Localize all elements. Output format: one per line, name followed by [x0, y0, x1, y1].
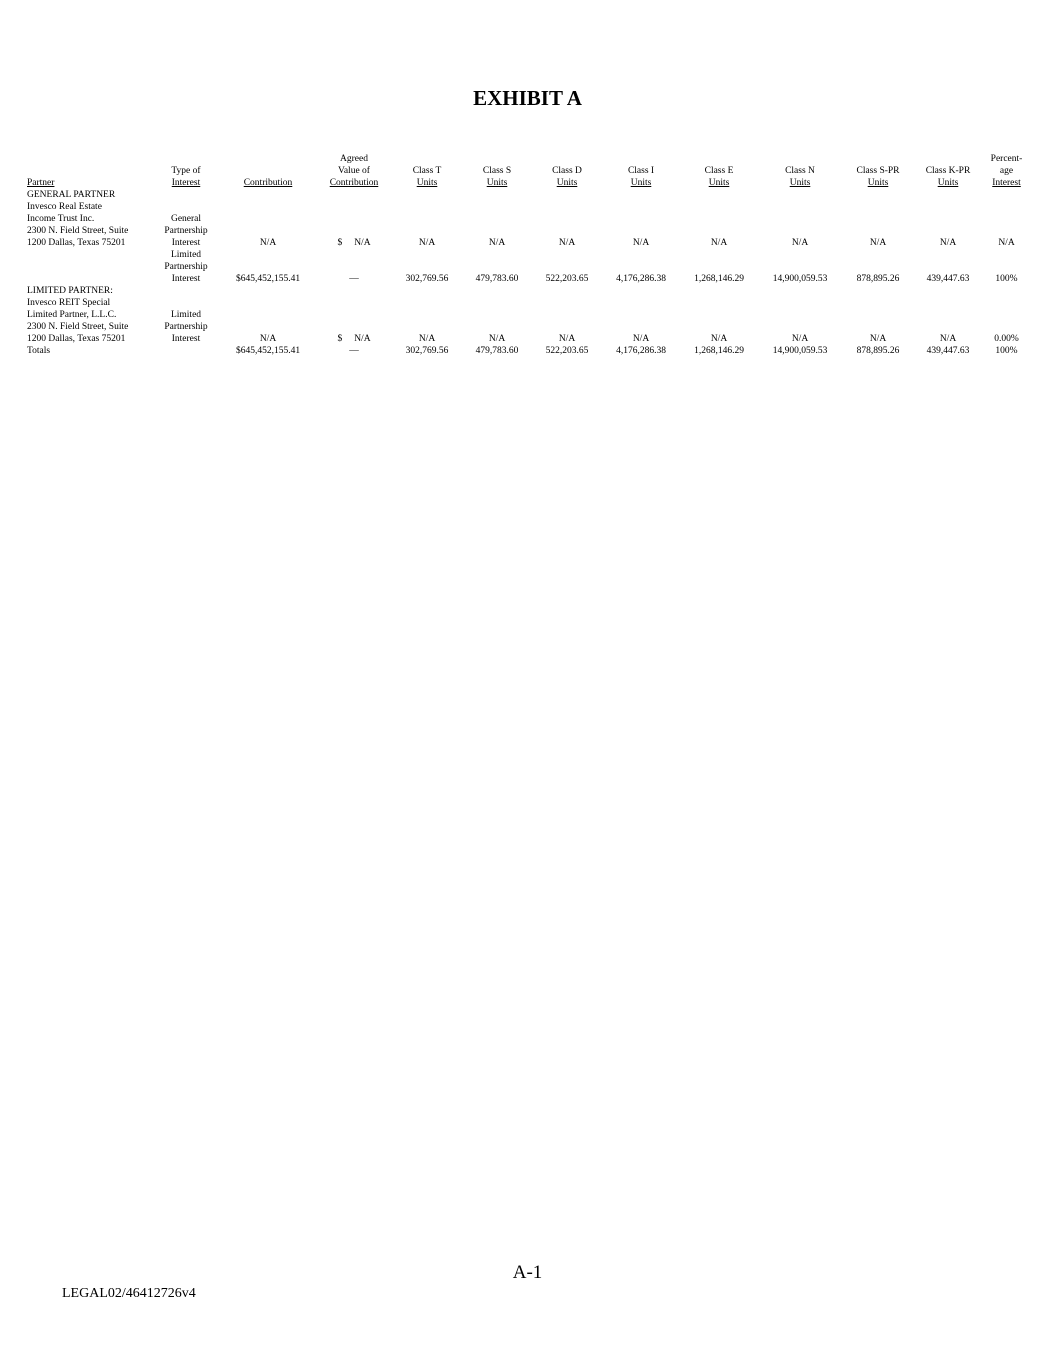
- class-i-cell: 4,176,286.38: [616, 346, 666, 356]
- header-class-d-units: Class D Units: [552, 166, 582, 188]
- class-e-cell: 1,268,146.29: [694, 346, 744, 356]
- class-s-cell: 479,783.60: [475, 274, 519, 284]
- document-id: LEGAL02/46412726v4: [62, 1286, 196, 1301]
- general-partner-heading-row: [25, 189, 1031, 201]
- header-percentage-interest: Percent- age Interest: [990, 154, 1023, 188]
- class-d-cell: 522,203.65: [545, 346, 589, 356]
- agreed-value-cell: —: [349, 274, 359, 284]
- contribution-cell: N/A: [259, 238, 277, 248]
- header-class-s-units: Class S Units: [482, 166, 512, 188]
- table-header-row: [25, 153, 1031, 189]
- percentage-cell: 100%: [995, 274, 1018, 284]
- header-class-s-pr-units: Class S-PR Units: [856, 166, 900, 188]
- limited-partner-name: Invesco REIT Special Limited Partner, L.L.C. 2300 N. Field Street, Suite 1200 Dallas, Texas 75201: [27, 298, 129, 344]
- class-i-cell: N/A: [632, 238, 650, 248]
- class-k-pr-cell: N/A: [939, 238, 957, 248]
- class-k-pr-cell: N/A: [939, 334, 957, 344]
- contribution-cell: $645,452,155.41: [235, 274, 301, 284]
- header-class-i-units: Class I Units: [627, 166, 655, 188]
- class-n-cell: 14,900,059.53: [772, 274, 828, 284]
- empty-cell: [152, 345, 220, 357]
- class-k-pr-cell: 439,447.63: [926, 274, 970, 284]
- table-row: [25, 297, 1031, 345]
- agreed-value-cell: $ N/A: [337, 238, 371, 248]
- class-s-pr-cell: 878,895.26: [856, 274, 900, 284]
- contribution-cell: $645,452,155.41: [235, 346, 301, 356]
- class-t-cell: 302,769.56: [405, 274, 449, 284]
- type-of-interest: Limited Partnership Interest: [164, 310, 208, 344]
- class-i-cell: 4,176,286.38: [616, 274, 666, 284]
- table-row: [25, 201, 1031, 249]
- percentage-cell: 100%: [995, 346, 1018, 356]
- header-type-of-interest: Type of Interest: [171, 166, 201, 188]
- header-agreed-value: Agreed Value of Contribution: [329, 154, 379, 188]
- class-t-cell: N/A: [418, 238, 436, 248]
- general-partner-name: Invesco Real Estate Income Trust Inc. 2300 N. Field Street, Suite 1200 Dallas, Texas 75201: [27, 202, 129, 248]
- header-class-t-units: Class T Units: [412, 166, 442, 188]
- class-e-cell: 1,268,146.29: [694, 274, 744, 284]
- empty-cell: [25, 249, 152, 285]
- class-t-cell: N/A: [418, 334, 436, 344]
- class-s-cell: 479,783.60: [475, 346, 519, 356]
- agreed-value-cell: —: [349, 346, 359, 356]
- class-s-cell: N/A: [488, 238, 506, 248]
- general-partner-heading: GENERAL PARTNER: [27, 190, 116, 200]
- percentage-cell: N/A: [998, 238, 1015, 248]
- totals-label: Totals: [27, 346, 51, 356]
- class-s-pr-cell: N/A: [869, 238, 887, 248]
- class-d-cell: N/A: [558, 334, 576, 344]
- page-number: A-1: [512, 1262, 543, 1283]
- limited-partner-heading: LIMITED PARTNER:: [27, 286, 113, 296]
- type-of-interest: Limited Partnership Interest: [164, 250, 208, 284]
- header-contribution: Contribution: [243, 178, 293, 188]
- class-s-pr-cell: 878,895.26: [856, 346, 900, 356]
- class-e-cell: N/A: [710, 238, 728, 248]
- class-e-cell: N/A: [710, 334, 728, 344]
- class-s-pr-cell: N/A: [869, 334, 887, 344]
- limited-partner-heading-row: [25, 285, 1031, 297]
- type-of-interest: General Partnership Interest: [164, 214, 208, 248]
- class-k-pr-cell: 439,447.63: [926, 346, 970, 356]
- class-n-cell: N/A: [791, 238, 809, 248]
- header-class-k-pr-units: Class K-PR Units: [925, 166, 971, 188]
- class-t-cell: 302,769.56: [405, 346, 449, 356]
- class-n-cell: 14,900,059.53: [772, 346, 828, 356]
- class-d-cell: N/A: [558, 238, 576, 248]
- header-class-e-units: Class E Units: [704, 166, 734, 188]
- contribution-cell: N/A: [259, 334, 277, 344]
- percentage-cell: 0.00%: [994, 334, 1019, 344]
- header-class-n-units: Class N Units: [785, 166, 815, 188]
- agreed-value-cell: $ N/A: [337, 334, 371, 344]
- class-s-cell: N/A: [488, 334, 506, 344]
- class-d-cell: 522,203.65: [545, 274, 589, 284]
- header-partner: Partner: [27, 178, 55, 188]
- table-row: [25, 249, 1031, 285]
- totals-row: [25, 345, 1031, 357]
- page-title: EXHIBIT A: [473, 86, 582, 110]
- class-i-cell: N/A: [632, 334, 650, 344]
- partner-table: [25, 153, 1031, 357]
- class-n-cell: N/A: [791, 334, 809, 344]
